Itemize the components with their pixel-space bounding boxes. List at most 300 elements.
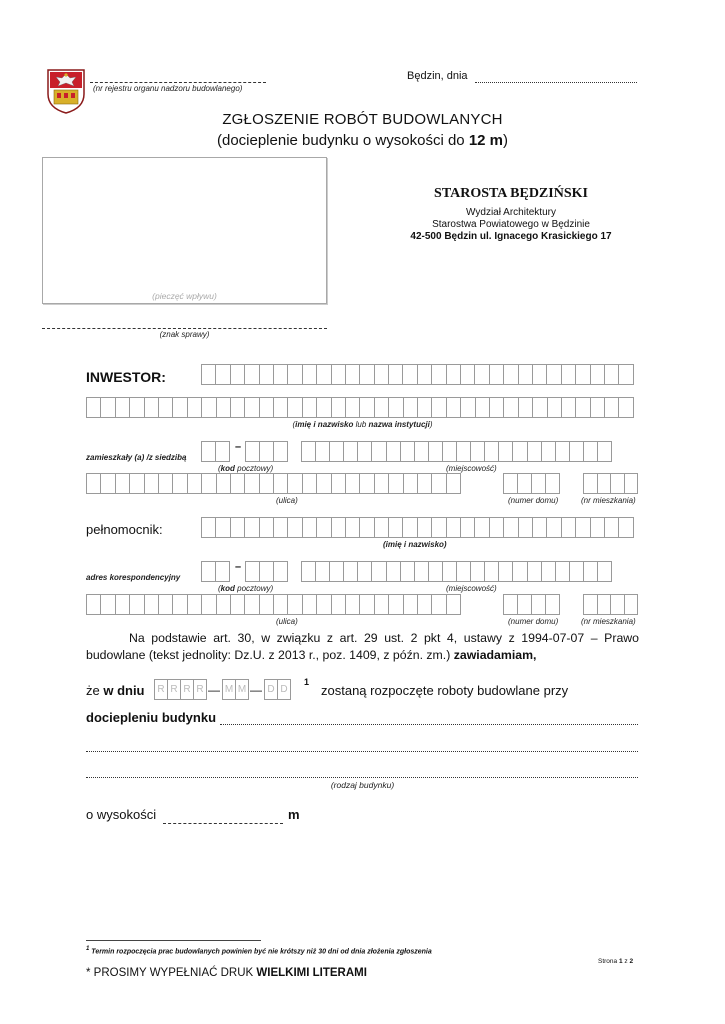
char-box[interactable] [503,473,518,494]
char-box[interactable] [597,473,612,494]
char-box[interactable] [172,397,187,418]
char-box[interactable] [316,517,331,538]
char-box[interactable] [115,473,130,494]
char-box[interactable] [547,397,562,418]
char-box[interactable] [245,441,260,462]
char-box[interactable] [400,561,415,582]
height-field[interactable] [163,814,283,824]
char-box[interactable] [470,561,485,582]
char-box[interactable] [541,561,556,582]
char-box[interactable] [86,397,101,418]
city-date-label: Będzin, dnia [407,70,468,82]
char-box[interactable] [498,561,513,582]
height-label: o wysokości [86,807,157,822]
char-box[interactable] [597,594,612,615]
building-type-field-1[interactable] [220,715,638,725]
char-box[interactable] [331,473,346,494]
char-box[interactable] [86,473,101,494]
char-box[interactable] [331,397,346,418]
proxy-flat-boxes[interactable] [583,594,637,615]
char-box[interactable] [216,473,231,494]
char-box[interactable] [259,397,274,418]
char-box[interactable] [273,473,288,494]
investor-postal-a[interactable] [201,441,229,462]
char-box[interactable] [518,397,533,418]
char-box[interactable] [144,473,159,494]
proxy-street-boxes[interactable] [86,594,460,615]
char-box[interactable] [187,594,202,615]
char-box[interactable] [446,594,461,615]
char-box[interactable] [446,397,461,418]
char-box[interactable] [518,364,533,385]
date-char-box[interactable]: R [180,679,194,700]
char-box[interactable] [431,517,446,538]
char-box[interactable] [569,441,584,462]
investor-name-row1[interactable] [201,364,633,385]
char-box[interactable] [259,364,274,385]
char-box[interactable] [402,364,417,385]
char-box[interactable] [259,441,274,462]
char-box[interactable] [546,364,561,385]
char-box[interactable] [604,517,619,538]
char-box[interactable] [610,594,625,615]
char-box[interactable] [331,364,346,385]
char-box[interactable] [287,473,302,494]
start-date-line [86,683,145,698]
char-box[interactable] [618,364,633,385]
char-box[interactable] [388,594,403,615]
building-type-field-3[interactable] [86,768,638,778]
date-char-box[interactable]: R [167,679,181,700]
char-box[interactable] [583,561,598,582]
proxy-city-label-text: miejscowość [448,584,495,593]
char-box[interactable] [301,441,316,462]
char-box[interactable] [417,594,432,615]
char-box[interactable] [498,441,513,462]
char-box[interactable] [512,561,527,582]
investor-name-row2[interactable] [86,397,633,418]
char-box[interactable] [359,473,374,494]
char-box[interactable] [503,517,518,538]
char-box[interactable] [569,561,584,582]
char-box[interactable] [532,364,547,385]
legal-declare: zawiadamiam, [453,648,537,662]
investor-street-boxes[interactable] [86,473,460,494]
date-char-box[interactable]: M [235,679,249,700]
char-box[interactable] [555,441,570,462]
char-box[interactable] [446,517,461,538]
char-box[interactable] [403,594,418,615]
char-box[interactable] [144,397,159,418]
char-box[interactable] [273,594,288,615]
proxy-name-label: (imię i nazwisko) [383,540,447,549]
char-box[interactable] [315,561,330,582]
char-box[interactable] [158,397,173,418]
char-box[interactable] [215,364,230,385]
authority-office: Starostwa Powiatowego w Będzinie [432,219,590,230]
investor-postal-label: (kod pocztowy) [218,464,274,473]
investor-postal-label-a: kod [220,464,235,473]
char-box[interactable] [216,397,231,418]
investor-name-label-b: lub [353,420,369,429]
char-box[interactable] [545,594,560,615]
char-box[interactable] [503,364,518,385]
char-box[interactable] [287,517,302,538]
char-box[interactable] [316,473,331,494]
char-box[interactable] [428,441,443,462]
char-box[interactable] [517,594,532,615]
char-box[interactable] [86,594,101,615]
char-box[interactable] [216,594,231,615]
char-box[interactable] [561,364,576,385]
investor-flat-boxes[interactable] [583,473,637,494]
char-box[interactable] [518,517,533,538]
char-box[interactable] [532,517,547,538]
char-box[interactable] [244,397,259,418]
investor-city-label-text: miejscowość [448,464,495,473]
char-box[interactable] [512,441,527,462]
char-box[interactable] [302,364,317,385]
char-box[interactable] [129,473,144,494]
char-box[interactable] [374,594,389,615]
char-box[interactable] [374,473,389,494]
char-box[interactable] [302,517,317,538]
char-box[interactable] [545,473,560,494]
footnote [86,946,432,955]
char-box[interactable] [575,364,590,385]
char-box[interactable] [201,517,216,538]
proxy-house-boxes[interactable] [503,594,559,615]
char-box[interactable] [302,397,317,418]
date-char-box[interactable]: D [277,679,291,700]
footnote-number: 1 [86,946,90,952]
char-box[interactable] [371,441,386,462]
char-box[interactable] [531,473,546,494]
char-box[interactable] [201,473,216,494]
char-box[interactable] [244,473,259,494]
char-box[interactable] [388,517,403,538]
char-box[interactable] [456,441,471,462]
char-box[interactable] [456,561,471,582]
char-box[interactable] [329,441,344,462]
char-box[interactable] [624,473,639,494]
char-box[interactable] [316,594,331,615]
char-box[interactable] [345,364,360,385]
char-box[interactable] [386,561,401,582]
char-box[interactable] [316,397,331,418]
char-box[interactable] [403,473,418,494]
char-box[interactable] [475,397,490,418]
char-box[interactable] [315,441,330,462]
investor-heading: INWESTOR: [86,369,166,385]
page-mid: z [622,958,630,965]
char-box[interactable] [489,517,504,538]
date-char-box[interactable]: D [264,679,278,700]
char-box[interactable] [287,594,302,615]
authority-dept: Wydział Architektury [466,207,556,218]
start-date-boxes[interactable] [154,679,290,700]
char-box[interactable] [460,517,475,538]
char-box[interactable] [215,561,230,582]
building-type-label: (rodzaj budynku) [330,780,395,790]
char-box[interactable] [414,441,429,462]
char-box[interactable] [357,441,372,462]
char-box[interactable] [273,364,288,385]
char-box[interactable] [575,397,590,418]
char-box[interactable] [400,441,415,462]
char-box[interactable] [129,397,144,418]
registry-number-field[interactable] [90,72,266,83]
proxy-house-label: (numer domu) [508,617,559,626]
char-box[interactable] [230,364,245,385]
page-current: 1 [618,958,623,965]
char-box[interactable] [244,364,259,385]
char-box[interactable] [474,364,489,385]
char-box[interactable] [371,561,386,582]
char-box[interactable] [129,594,144,615]
char-box[interactable] [230,473,245,494]
char-box[interactable] [597,561,612,582]
char-box[interactable] [357,561,372,582]
char-box[interactable] [590,397,605,418]
char-box[interactable] [403,397,418,418]
char-box[interactable] [230,397,245,418]
char-box[interactable] [460,397,475,418]
char-box[interactable] [470,441,485,462]
char-box[interactable] [417,397,432,418]
char-box[interactable] [546,517,561,538]
date-char-box[interactable]: R [193,679,207,700]
char-box[interactable] [301,561,316,582]
char-box[interactable] [527,441,542,462]
char-box[interactable] [597,441,612,462]
char-box[interactable] [446,364,461,385]
start-date-label: w dniu [103,683,145,698]
char-box[interactable] [610,473,625,494]
char-box[interactable] [359,397,374,418]
proxy-flat-label: (nr mieszkania) [581,617,636,626]
char-box[interactable] [158,473,173,494]
start-date-pre: że [86,683,104,698]
page-number [598,958,633,965]
char-box[interactable] [442,561,457,582]
char-box[interactable] [201,441,216,462]
char-box[interactable] [561,397,576,418]
char-box[interactable] [402,517,417,538]
char-box[interactable] [259,594,274,615]
char-box[interactable] [541,441,556,462]
char-box[interactable] [273,517,288,538]
footnote-text: Termin rozpoczęcia prac budowlanych powinien być nie krótszy niż 30 dni od dnia złożenia zgłoszenia [91,948,432,956]
char-box[interactable] [618,397,633,418]
legal-paragraph [86,630,639,664]
char-box[interactable] [144,594,159,615]
proxy-city-boxes[interactable] [301,561,611,582]
form-subtitle [0,132,725,149]
char-box[interactable] [345,473,360,494]
char-box[interactable] [414,561,429,582]
char-box[interactable] [431,594,446,615]
char-box[interactable] [446,473,461,494]
investor-name-label-a: imię i nazwisko [295,420,354,429]
char-box[interactable] [100,473,115,494]
char-box[interactable] [388,364,403,385]
registry-note: (nr rejestru organu nadzoru budowlanego) [93,84,243,93]
char-box[interactable] [460,364,475,385]
char-box[interactable] [100,594,115,615]
char-box[interactable] [343,561,358,582]
char-box[interactable] [201,364,216,385]
char-box[interactable] [201,594,216,615]
char-box[interactable] [215,517,230,538]
char-box[interactable] [442,441,457,462]
char-box[interactable] [172,594,187,615]
char-box[interactable] [531,594,546,615]
char-box[interactable] [273,397,288,418]
char-box[interactable] [359,517,374,538]
char-box[interactable] [259,561,274,582]
start-date-post: zostaną rozpoczęte roboty budowlane przy [321,683,569,698]
investor-postal-label-b: pocztowy [234,464,271,473]
char-box[interactable] [590,364,605,385]
char-box[interactable] [561,517,576,538]
char-box[interactable] [604,364,619,385]
char-box[interactable] [259,473,274,494]
proxy-street-label: (ulica) [276,617,298,626]
char-box[interactable] [484,561,499,582]
char-box[interactable] [230,594,245,615]
date-char-box[interactable]: R [154,679,168,700]
proxy-postal-a[interactable] [201,561,229,582]
char-box[interactable] [273,441,288,462]
char-box[interactable] [287,364,302,385]
char-box[interactable] [489,364,504,385]
char-box[interactable] [374,517,389,538]
proxy-postal-label: (kod pocztowy) [218,584,274,593]
char-box[interactable] [244,594,259,615]
char-box[interactable] [331,594,346,615]
char-box[interactable] [100,397,115,418]
date-field[interactable] [475,72,637,83]
char-box[interactable] [417,473,432,494]
char-box[interactable] [302,594,317,615]
char-box[interactable] [244,517,259,538]
building-type-field-2[interactable] [86,742,638,752]
investor-flat-label: (nr mieszkania) [581,496,636,505]
investor-postal-b[interactable] [245,441,287,462]
char-box[interactable] [259,517,274,538]
char-box[interactable] [302,473,317,494]
char-box[interactable] [489,397,504,418]
char-box[interactable] [618,517,633,538]
char-box[interactable] [115,594,130,615]
char-box[interactable] [201,561,216,582]
proxy-heading: pełnomocnik: [86,522,163,537]
investor-street-label: (ulica) [276,496,298,505]
char-box[interactable] [158,594,173,615]
char-box[interactable] [431,473,446,494]
case-sign-field[interactable] [42,318,327,329]
char-box[interactable] [527,561,542,582]
residence-label: zamieszkały (a) /z siedzibą [86,453,187,462]
char-box[interactable] [555,561,570,582]
page-total: 2 [629,958,634,965]
char-box[interactable] [345,594,360,615]
investor-city-label: (miejscowość) [446,464,497,473]
char-box[interactable] [431,397,446,418]
capital-letters-note [86,967,367,979]
investor-city-boxes[interactable] [301,441,611,462]
proxy-name-boxes[interactable] [201,517,633,538]
char-box[interactable] [187,397,202,418]
char-box[interactable] [273,561,288,582]
char-box[interactable] [484,441,499,462]
investor-house-label: (numer domu) [508,496,559,505]
proxy-postal-b[interactable] [245,561,287,582]
char-box[interactable] [329,561,344,582]
char-box[interactable] [431,364,446,385]
char-box[interactable] [583,441,598,462]
page-pre: Strona [598,958,619,965]
char-box[interactable] [115,397,130,418]
char-box[interactable] [417,517,432,538]
work-type-label: dociepleniu budynku [86,710,217,725]
char-box[interactable] [245,561,260,582]
char-box[interactable] [624,594,639,615]
char-box[interactable] [345,517,360,538]
char-box[interactable] [359,594,374,615]
char-box[interactable] [388,473,403,494]
char-box[interactable] [386,441,401,462]
char-box[interactable] [230,517,245,538]
proxy-city-label: (miejscowość) [446,584,497,593]
char-box[interactable] [172,473,187,494]
char-box[interactable] [374,397,389,418]
char-box[interactable] [583,594,598,615]
char-box[interactable] [517,473,532,494]
char-box[interactable] [575,517,590,538]
investor-name-label-c: nazwa instytucji [368,420,430,429]
char-box[interactable] [345,397,360,418]
stamp-label: (pieczęć wpływu) [152,291,217,301]
char-box[interactable] [428,561,443,582]
char-box[interactable] [287,397,302,418]
char-box[interactable] [583,473,598,494]
date-char-box[interactable]: M [222,679,236,700]
authority-name: STAROSTA BĘDZIŃSKI [434,186,588,201]
char-box[interactable] [359,364,374,385]
char-box[interactable] [316,364,331,385]
authority-address: 42-500 Będzin ul. Ignacego Krasickiego 17 [410,231,612,242]
char-box[interactable] [474,517,489,538]
char-box[interactable] [503,397,518,418]
char-box[interactable] [201,397,216,418]
char-box[interactable] [532,397,547,418]
char-box[interactable] [374,364,389,385]
proxy-address-label: adres korespondencyjny [86,573,181,582]
char-box[interactable] [331,517,346,538]
char-box[interactable] [503,594,518,615]
char-box[interactable] [215,441,230,462]
form-title: ZGŁOSZENIE ROBÓT BUDOWLANYCH [222,111,503,128]
char-box[interactable] [343,441,358,462]
char-box[interactable] [590,517,605,538]
investor-house-boxes[interactable] [503,473,559,494]
char-box[interactable] [417,364,432,385]
char-box[interactable] [388,397,403,418]
char-box[interactable] [604,397,619,418]
char-box[interactable] [187,473,202,494]
